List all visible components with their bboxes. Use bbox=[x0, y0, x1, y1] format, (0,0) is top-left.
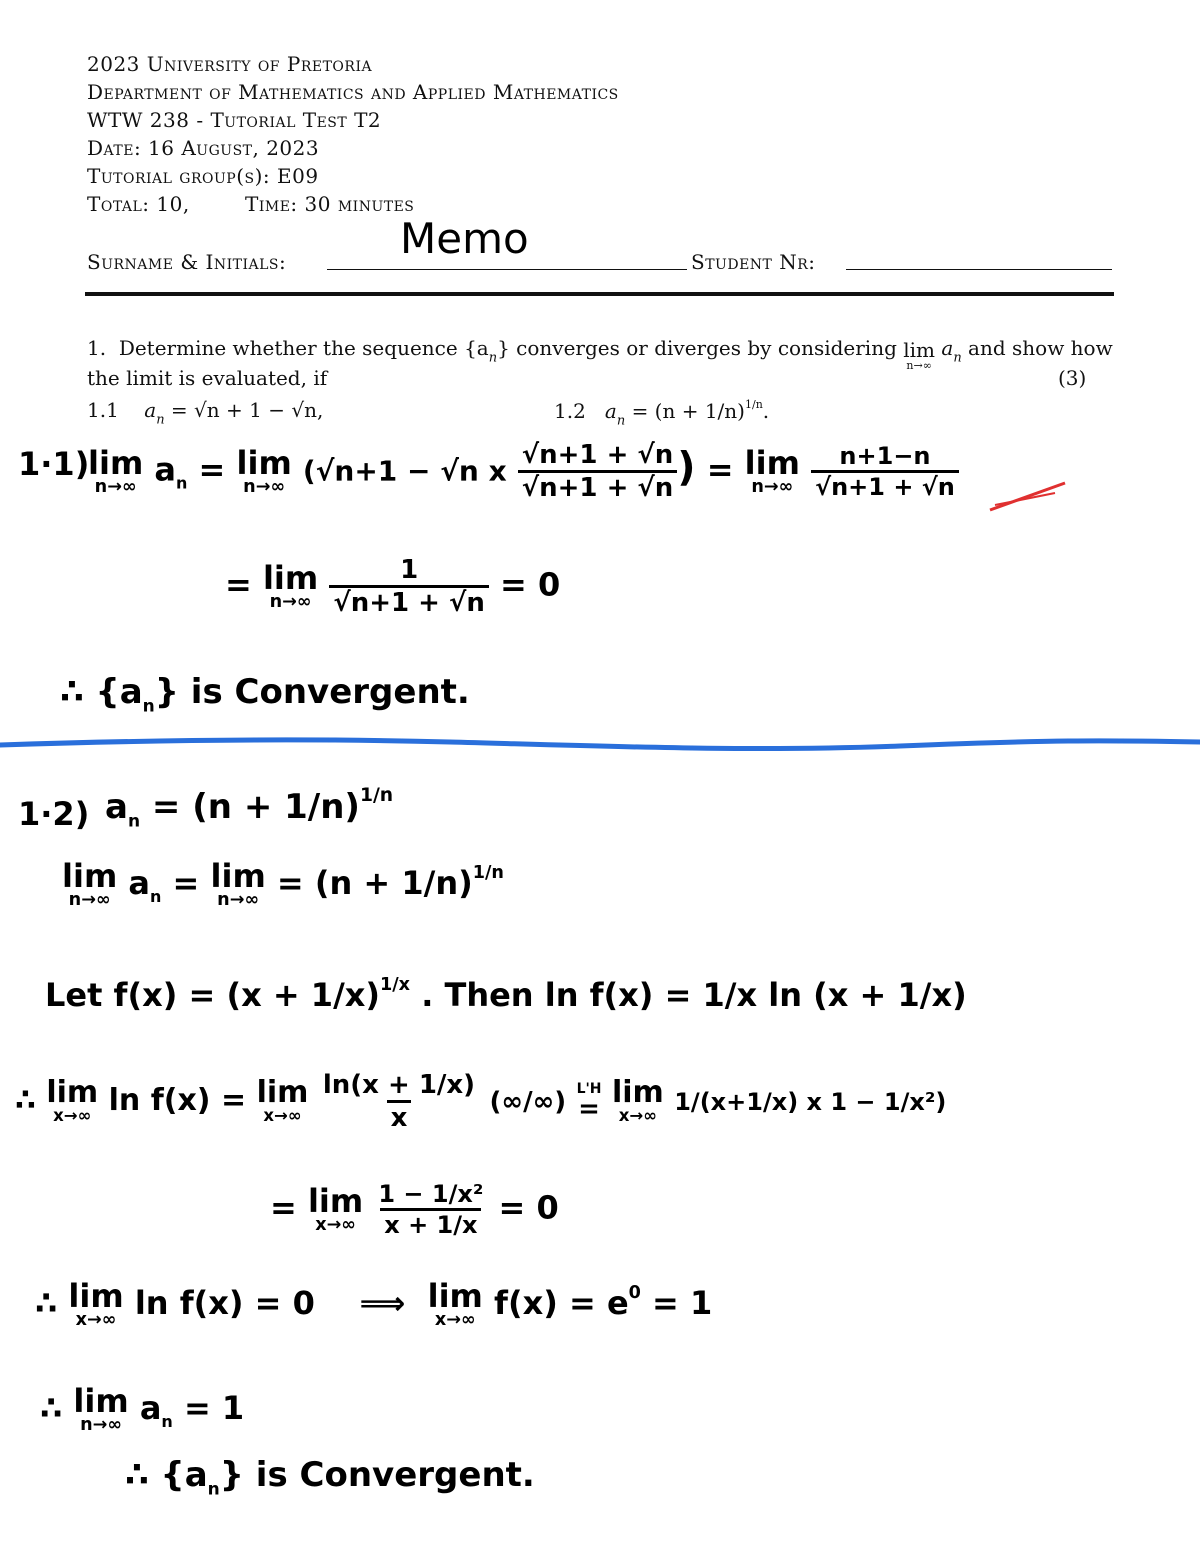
part2-end: . bbox=[762, 398, 770, 423]
result: = 0 bbox=[499, 565, 561, 604]
surname-value: Memo bbox=[400, 214, 529, 263]
surname-line bbox=[327, 269, 687, 270]
therefore: ∴ bbox=[15, 1083, 36, 1118]
header-tutorial-group: Tutorial group(s): E09 bbox=[87, 164, 319, 188]
answer-1-1-conclusion bbox=[60, 672, 470, 717]
lim: lim bbox=[210, 857, 266, 895]
ln-f: ln f(x) bbox=[134, 1283, 244, 1322]
lim: lim bbox=[46, 1075, 99, 1111]
f-limit: f(x) = e bbox=[494, 1283, 629, 1322]
section-divider bbox=[0, 730, 1200, 760]
therefore: ∴ bbox=[40, 1388, 63, 1427]
lim-sub: n→∞ bbox=[217, 890, 260, 910]
question-text-d: and show how bbox=[968, 336, 1113, 360]
answer-1-2-let bbox=[45, 975, 967, 1014]
equals: = bbox=[225, 565, 252, 604]
question-part-2 bbox=[554, 398, 769, 428]
equals: = bbox=[172, 863, 200, 902]
lim-sub: x→∞ bbox=[434, 1310, 476, 1330]
conclusion-start: ∴ {a bbox=[60, 672, 143, 712]
answer-1-2-lhopital bbox=[15, 1070, 946, 1133]
header-university: 2023 University of Pretoria bbox=[87, 52, 373, 76]
part2-exp: 1/n bbox=[744, 398, 763, 411]
header-total: Total: 10, bbox=[87, 192, 190, 216]
let-f: Let f(x) = (x + 1/x) bbox=[45, 975, 381, 1014]
an-sub: n bbox=[150, 886, 162, 906]
question-line-1 bbox=[87, 334, 1113, 372]
answer-1-2-an-limit bbox=[40, 1382, 245, 1435]
lim: lim bbox=[307, 1181, 364, 1220]
question-an-sub-2: n bbox=[953, 350, 962, 366]
question-marks: (3) bbox=[1058, 366, 1087, 390]
an-sub: n bbox=[207, 1479, 220, 1500]
lim-sub: n→∞ bbox=[751, 476, 794, 497]
lim-sub: x→∞ bbox=[53, 1106, 92, 1126]
an-sub: n bbox=[176, 473, 188, 493]
an-sub: n bbox=[127, 811, 141, 832]
lim-sub: n→∞ bbox=[80, 1415, 123, 1435]
header-date: Date: 16 August, 2023 bbox=[87, 136, 320, 160]
frac-den: √n+1 + √n bbox=[811, 470, 959, 501]
lim: lim bbox=[427, 1277, 483, 1315]
equals: = bbox=[578, 1093, 600, 1124]
frac-num: 1 − 1/x² bbox=[378, 1180, 484, 1208]
lim-sub: n→∞ bbox=[243, 476, 286, 497]
an-sub: n bbox=[161, 1411, 173, 1431]
question-text-a: Determine whether the sequence {a bbox=[118, 336, 489, 360]
then-ln: . Then ln f(x) = 1/x ln (x + 1/x) bbox=[421, 975, 967, 1014]
lim: lim bbox=[744, 443, 800, 482]
lim: lim bbox=[262, 558, 319, 597]
conclusion-end: } is Convergent. bbox=[154, 672, 470, 712]
an: a bbox=[139, 1388, 162, 1427]
indeterminate-form: (∞/∞) bbox=[489, 1087, 567, 1117]
header-time: Time: 30 minutes bbox=[245, 192, 415, 216]
part1-an-sub: n bbox=[156, 412, 165, 428]
question-lim-sub: n→∞ bbox=[906, 359, 932, 372]
lim-sub: x→∞ bbox=[315, 1214, 356, 1235]
question-number: 1. bbox=[87, 336, 107, 360]
header-department: Department of Mathematics and Applied Mathematics bbox=[87, 80, 619, 104]
lim-sub: n→∞ bbox=[68, 890, 111, 910]
part2-label: 1.2 bbox=[554, 398, 586, 423]
student-nr-label: Student Nr: bbox=[691, 250, 816, 274]
definition-rhs: = (n + 1/n) bbox=[151, 786, 360, 827]
conclusion-end: } is Convergent. bbox=[219, 1455, 535, 1495]
question-an: a bbox=[941, 336, 954, 360]
lim-sub: x→∞ bbox=[618, 1106, 657, 1126]
part1-an: a bbox=[144, 398, 157, 422]
answer-1-1-line-1 bbox=[88, 440, 959, 503]
part2-an-sub: n bbox=[616, 413, 626, 429]
result: = 0 bbox=[498, 1188, 559, 1227]
part1-rhs: = √n + 1 − √n, bbox=[170, 398, 324, 422]
an: a bbox=[154, 450, 177, 489]
answer-1-2-definition bbox=[105, 785, 393, 831]
header-rule bbox=[85, 292, 1114, 296]
part2-an: a bbox=[604, 398, 617, 423]
lhopital-mark: L'H bbox=[576, 1080, 602, 1097]
part1-label: 1.1 bbox=[87, 398, 119, 422]
surname-label: Surname & Initials: bbox=[87, 250, 287, 274]
lim: lim bbox=[236, 443, 292, 482]
answer-1-1-label: 1·1) bbox=[18, 445, 90, 483]
frac-den: √n+1 + √n bbox=[329, 585, 488, 618]
answer-1-2-label: 1·2) bbox=[18, 795, 90, 833]
close-paren: ) bbox=[677, 444, 696, 491]
equals: = bbox=[270, 1188, 297, 1227]
therefore: ∴ bbox=[35, 1283, 58, 1322]
equals-one: = 1 bbox=[652, 1283, 713, 1322]
an: a bbox=[105, 786, 128, 827]
answer-1-2-conclusion bbox=[125, 1455, 535, 1500]
part2-rhs: = (n + 1/n) bbox=[631, 398, 745, 423]
e-exp: 0 bbox=[628, 1282, 641, 1303]
lim-sub: x→∞ bbox=[75, 1310, 117, 1330]
lim: lim bbox=[611, 1075, 664, 1111]
lim-sub: n→∞ bbox=[269, 591, 312, 612]
lim-sub: n→∞ bbox=[94, 476, 137, 497]
lim: lim bbox=[256, 1075, 309, 1111]
ln-result: = 0 bbox=[254, 1283, 315, 1322]
question-text-b: } converges or diverges by considering bbox=[497, 336, 897, 360]
question-lim: lim bbox=[903, 338, 936, 362]
equals: = bbox=[220, 1083, 247, 1118]
rationalize-step: (√n+1 − √n x bbox=[302, 454, 507, 488]
limit-rhs: = (n + 1/n) bbox=[276, 863, 473, 902]
frac-den: √n+1 + √n bbox=[518, 470, 677, 503]
an: a bbox=[128, 863, 151, 902]
equals: = bbox=[198, 450, 226, 489]
lim: lim bbox=[68, 1277, 124, 1315]
answer-1-2-exp bbox=[35, 1277, 713, 1330]
lim: lim bbox=[73, 1382, 129, 1420]
question-part-1 bbox=[87, 398, 323, 428]
question-line-2: the limit is evaluated, if bbox=[87, 366, 328, 390]
header-course: WTW 238 - Tutorial Test T2 bbox=[87, 108, 382, 132]
let-exp: 1/x bbox=[380, 975, 411, 995]
answer-1-2-limit bbox=[62, 857, 504, 910]
conclusion-start: ∴ {a bbox=[125, 1455, 208, 1495]
an-sub: n bbox=[142, 696, 155, 717]
student-nr-line bbox=[846, 269, 1112, 270]
correction-strike bbox=[985, 475, 1075, 515]
ln-f: ln f(x) bbox=[108, 1083, 211, 1118]
equals: = bbox=[706, 450, 734, 489]
frac-den: x bbox=[387, 1100, 412, 1133]
question-an-sub: n bbox=[488, 350, 498, 366]
answer-1-1-line-2 bbox=[225, 555, 560, 618]
definition-exp: 1/n bbox=[359, 785, 394, 806]
frac-num: 1 bbox=[400, 555, 419, 585]
answer-1-2-simplify bbox=[270, 1180, 559, 1239]
frac-den: x + 1/x bbox=[380, 1208, 481, 1239]
derivative-ratio: 1/(x+1/x) x 1 − 1/x²) bbox=[674, 1088, 947, 1116]
frac-num: √n+1 + √n bbox=[521, 440, 674, 470]
equals-one: = 1 bbox=[183, 1388, 245, 1427]
lim-sub: x→∞ bbox=[263, 1106, 302, 1126]
implies: ⟹ bbox=[359, 1283, 406, 1322]
lim: lim bbox=[88, 443, 144, 482]
frac-num: n+1−n bbox=[839, 442, 931, 470]
frac-num: ln(x + 1/x) bbox=[322, 1070, 476, 1100]
limit-exp: 1/n bbox=[472, 862, 504, 883]
lim: lim bbox=[62, 857, 118, 895]
